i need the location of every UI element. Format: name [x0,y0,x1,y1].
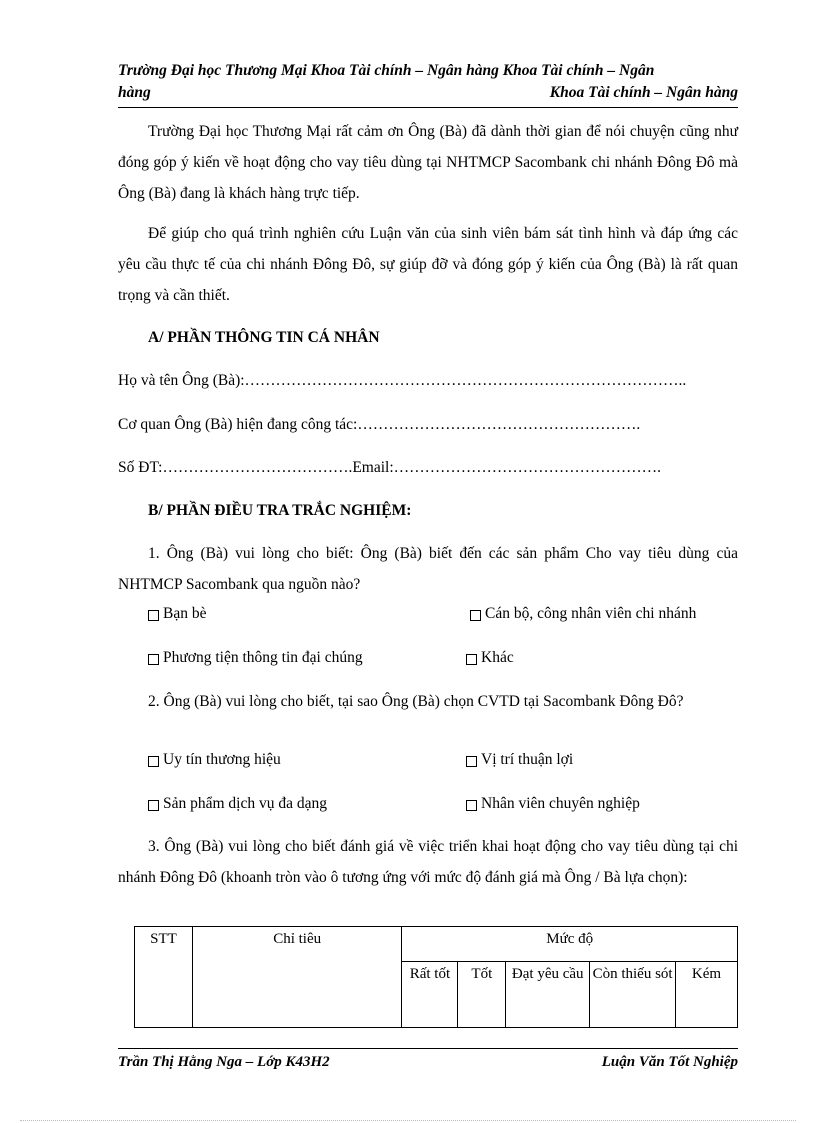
intro-paragraph-2: Để giúp cho quá trình nghiên cứu Luận văn của sinh viên bám sát tình hình và đáp ứng các yêu cầu thực tế của chi nhánh Đông Đô, sự giúp đỡ và đóng góp ý kiến của Ông (Bà) là rất quan trọng và cần thiết. [118,225,738,304]
checkbox-icon[interactable] [148,756,159,767]
header-stt: STT [135,927,193,1028]
page-footer [118,1054,738,1071]
question-1-text: 1. Ông (Bà) vui lòng cho biết: Ông (Bà) biết đến các sản phẩm Cho vay tiêu dùng của NHTMCP Sacombank qua nguồn nào? [118,545,738,593]
checkbox-icon[interactable] [466,756,477,767]
option-label: Bạn bè [163,605,207,622]
option-label: Vị trí thuận lợi [481,751,574,768]
header-line-2-left: hàng [118,84,151,101]
level-satisfactory: Đạt yêu cầu [506,962,590,1028]
header-line-1: Trường Đại học Thương Mại Khoa Tài chính – Ngân hàng Khoa Tài chính – Ngân [118,62,655,79]
checkbox-icon[interactable] [148,610,159,621]
option-label: Nhân viên chuyên nghiệp [481,795,640,812]
q1-option-friends[interactable] [148,605,206,623]
q1-option-staff[interactable] [470,605,696,623]
header-criteria: Chỉ tiêu [192,927,402,1028]
footer-author: Trần Thị Hằng Nga – Lớp K43H2 [118,1054,330,1070]
footer-title: Luận Văn Tốt Nghiệp [601,1054,738,1070]
q2-option-brand[interactable] [148,751,281,769]
header-line-2 [118,82,738,104]
q2-option-location[interactable] [466,751,573,769]
checkbox-icon[interactable] [148,654,159,665]
section-a-title: A/ PHẦN THÔNG TIN CÁ NHÂN [148,329,380,346]
question-3-text: 3. Ông (Bà) vui lòng cho biết đánh giá về việc triển khai hoạt động cho vay tiêu dùng tại chi nhánh Đông Đô (khoanh tròn vào ô tương ứng với mức độ đánh giá mà Ông / Bà lựa chọn): [118,838,738,886]
page-bottom-edge [20,1120,796,1121]
header-divider [118,107,738,108]
name-field[interactable]: Họ và tên Ông (Bà):………………………………………………………………………….. [118,372,687,389]
table-header-row [135,927,738,962]
checkbox-icon[interactable] [148,800,159,811]
level-good: Tốt [458,962,506,1028]
level-lacking: Còn thiếu sót [590,962,676,1028]
option-label: Phương tiện thông tin đại chúng [163,649,363,666]
level-poor: Kém [676,962,738,1028]
phone-email-field[interactable]: Số ĐT:……………………………….Email:……………………………………………. [118,459,662,476]
question-2-text: 2. Ông (Bà) vui lòng cho biết, tại sao Ông (Bà) chọn CVTD tại Sacombank Đông Đô? [148,693,684,710]
rating-table [134,926,738,1028]
checkbox-icon[interactable] [470,610,481,621]
level-very-good: Rất tốt [402,962,458,1028]
option-label: Cán bộ, công nhân viên chi nhánh [485,605,697,622]
option-label: Khác [481,649,514,666]
checkbox-icon[interactable] [466,800,477,811]
section-b-title: B/ PHẦN ĐIỀU TRA TRẮC NGHIỆM: [148,502,412,519]
header-level: Mức độ [402,927,738,962]
page-header [118,60,738,104]
intro-paragraph-1: Trường Đại học Thương Mại rất cảm ơn Ông (Bà) đã dành thời gian để nói chuyện cũng như đóng góp ý kiến về hoạt động cho vay tiêu dùng tại NHTMCP Sacombank chi nhánh Đông Đô mà Ông (Bà) đang là khách hàng trực tiếp. [118,123,738,202]
option-label: Uy tín thương hiệu [163,751,281,768]
footer-divider [118,1048,738,1049]
q2-option-staff[interactable] [466,795,640,813]
organization-field[interactable]: Cơ quan Ông (Bà) hiện đang công tác:………………………………………………. [118,416,641,433]
q1-option-other[interactable] [466,649,514,667]
header-line-2-right: Khoa Tài chính – Ngân hàng [549,84,738,101]
q1-option-media[interactable] [148,649,363,667]
q2-option-products[interactable] [148,795,327,813]
option-label: Sản phẩm dịch vụ đa dạng [163,795,328,812]
checkbox-icon[interactable] [466,654,477,665]
